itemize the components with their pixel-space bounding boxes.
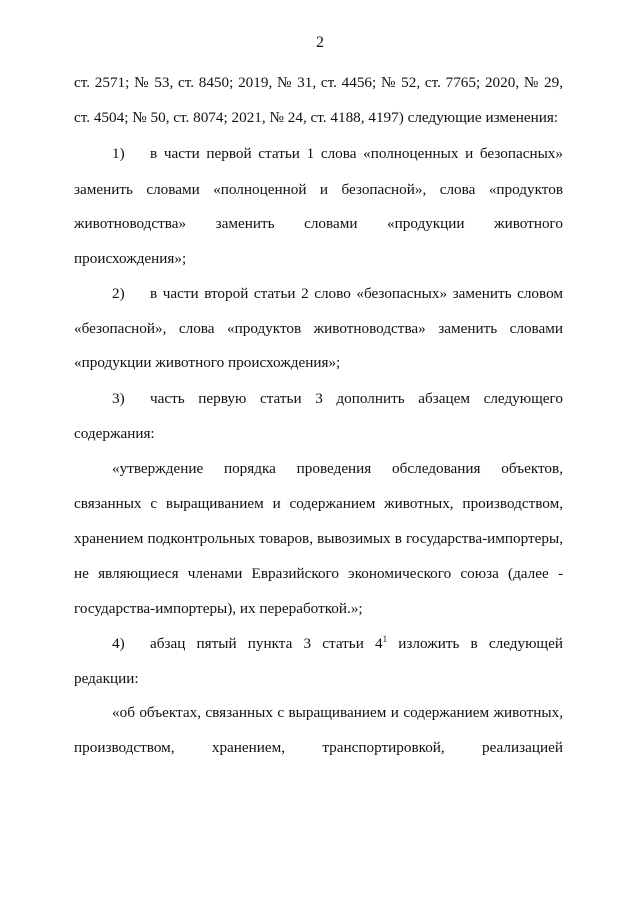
text-line: «утверждение порядка проведения обследования объектов, [112,460,563,477]
page-number: 2 [316,34,324,51]
text-line: ст. 2571; № 53, ст. 8450; 2019, № 31, ст. 4456; № 52, ст. 7765; 2020, № 29, [74,74,563,91]
text-line: заменить словами «полноценной и безопасной», слова «продуктов [74,181,563,198]
text-line: производством, хранением, транспортировкой, реализацией [74,739,563,756]
list-marker: 2) [112,285,125,302]
text-line: «продукции животного происхождения»; [74,354,341,371]
text-line: хранением подконтрольных товаров, вывозимых в государства-импортеры, [74,530,563,547]
text-line: ст. 4504; № 50, ст. 8074; 2021, № 24, ст. 4188, 4197) следующие изменения: [74,109,559,126]
text-line: содержания: [74,425,155,442]
text-line: не являющиеся членами Евразийского экономического союза (далее - [74,565,563,582]
list-marker: 1) [112,145,125,162]
list-marker: 3) [112,390,125,407]
text-line: «об объектах, связанных с выращиванием и содержанием животных, [112,704,563,721]
text-line: государства-импортеры), их переработкой.»; [74,600,363,617]
text-segment: изложить в следующей [387,635,563,652]
list-marker: 4) [112,635,125,652]
text-line [150,634,563,654]
text-line: в части первой статьи 1 слова «полноценных и безопасных» [150,145,563,162]
text-line: «безопасной», слова «продуктов животноводства» заменить словами [74,320,563,337]
text-segment: абзац пятый пункта 3 статьи 4 [150,635,383,652]
text-line: в части второй статьи 2 слово «безопасных» заменить словом [150,285,563,302]
text-line: часть первую статьи 3 дополнить абзацем следующего [150,390,563,407]
text-line: происхождения»; [74,250,187,267]
text-line: животноводства» заменить словами «продукции животного [74,215,563,232]
text-line: редакции: [74,670,139,687]
superscript: 1 [382,633,388,644]
text-line: связанных с выращиванием и содержанием животных, производством, [74,495,563,512]
